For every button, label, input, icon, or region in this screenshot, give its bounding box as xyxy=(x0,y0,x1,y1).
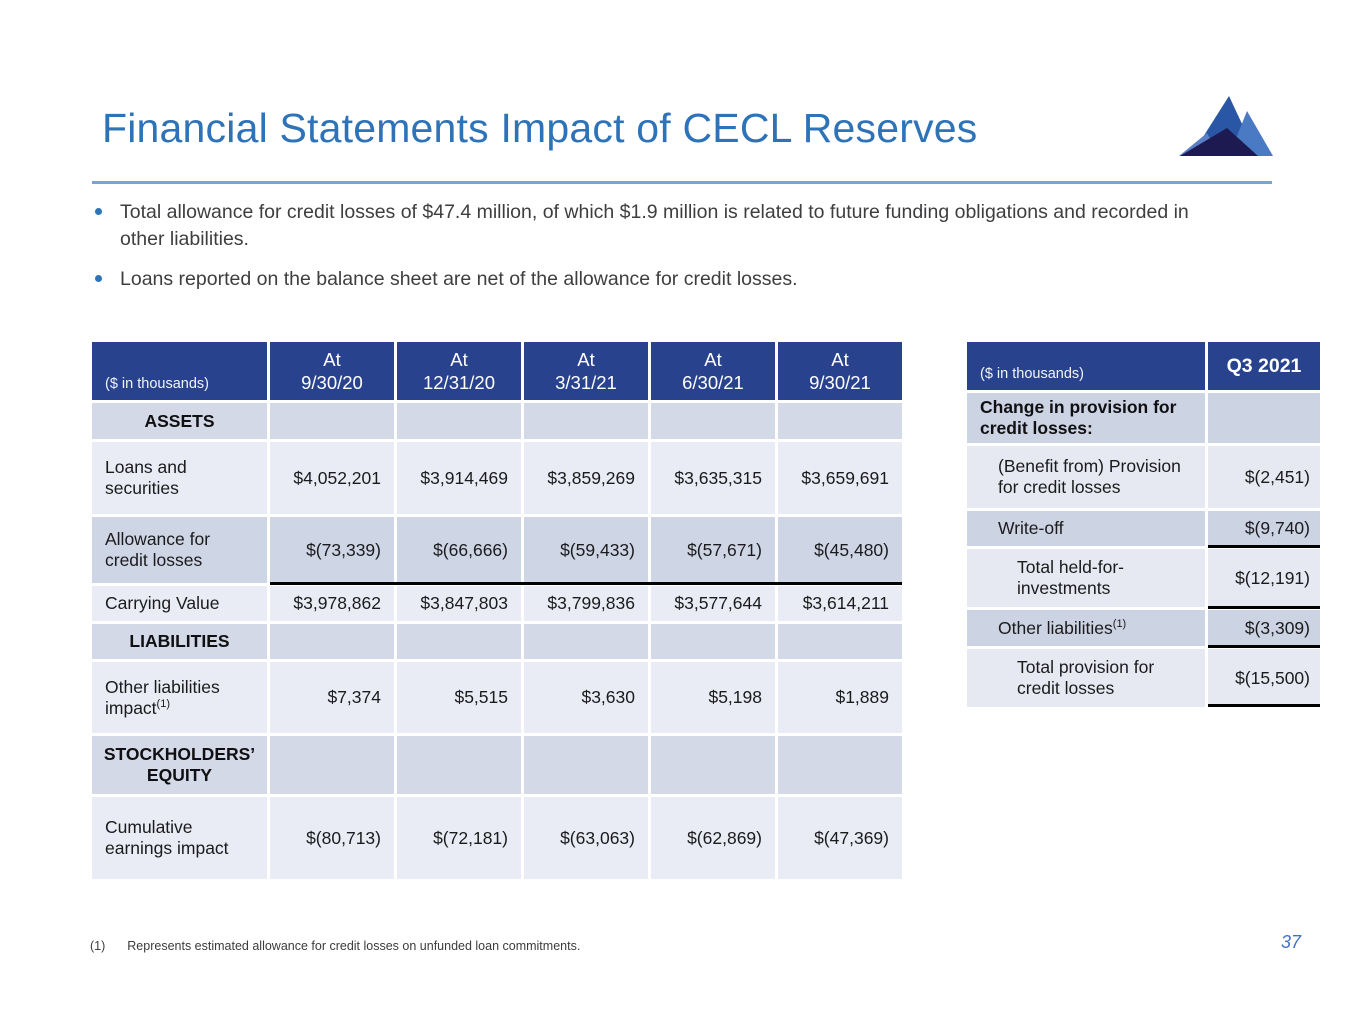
table-cell: $(47,369) xyxy=(778,797,902,879)
row-label-change-in-provision: Change in provision for credit losses: xyxy=(967,393,1205,443)
row-label-total-provision: Total provision for credit losses xyxy=(967,649,1205,707)
units-label: ($ in thousands) xyxy=(967,342,1205,390)
row-label-other-liabilities-impact xyxy=(92,662,267,733)
column-header-12-31-20 xyxy=(397,342,521,400)
table-cell: $3,859,269 xyxy=(524,442,648,514)
table-cell: $(72,181) xyxy=(397,797,521,879)
table-cell: $4,052,201 xyxy=(270,442,394,514)
title-underline xyxy=(92,181,1272,184)
table-cell: $(63,063) xyxy=(524,797,648,879)
column-header-line1: At xyxy=(323,349,341,370)
mountain-logo-icon xyxy=(1179,95,1274,157)
table-cell: $(59,433) xyxy=(524,517,648,583)
table-cell: $(12,191) xyxy=(1208,549,1320,607)
empty-cell xyxy=(397,403,521,439)
row-label-carrying-value: Carrying Value xyxy=(92,586,267,621)
balance-sheet-impact-table xyxy=(92,342,902,879)
subtotal-rule xyxy=(1208,606,1320,609)
bullet-text: Total allowance for credit losses of $47.4 million, of which $1.9 million is related to future funding obligations and recorded in other liabilities. xyxy=(120,201,1189,250)
table-cell: $3,635,315 xyxy=(651,442,775,514)
bullet-text: Loans reported on the balance sheet are net of the allowance for credit losses. xyxy=(120,268,798,290)
empty-cell xyxy=(1208,393,1320,443)
subtotal-rule xyxy=(270,582,902,585)
empty-cell xyxy=(524,736,648,794)
bullet-icon xyxy=(95,208,102,215)
table-cell: $(57,671) xyxy=(651,517,775,583)
column-header-9-30-20 xyxy=(270,342,394,400)
provision-change-table xyxy=(967,342,1320,707)
section-label-stockholders-equity: STOCKHOLDERS’ EQUITY xyxy=(92,736,267,794)
table-cell: $(73,339) xyxy=(270,517,394,583)
row-label-allowance: Allowance for credit losses xyxy=(92,517,267,583)
table-cell: $5,515 xyxy=(397,662,521,733)
table-cell: $(9,740) xyxy=(1208,511,1320,546)
empty-cell xyxy=(778,403,902,439)
footnote xyxy=(90,939,580,953)
empty-cell xyxy=(651,403,775,439)
table-cell: $(2,451) xyxy=(1208,446,1320,508)
table-cell: $3,630 xyxy=(524,662,648,733)
empty-cell xyxy=(524,403,648,439)
column-header-line2: 9/30/21 xyxy=(809,372,871,393)
table-cell: $1,889 xyxy=(778,662,902,733)
table-cell: $3,799,836 xyxy=(524,586,648,621)
column-header-line1: At xyxy=(831,349,849,370)
page-title: Financial Statements Impact of CECL Reserves xyxy=(102,105,978,151)
row-label-other-liabilities xyxy=(967,610,1205,646)
table-cell: $3,577,644 xyxy=(651,586,775,621)
row-label-benefit-provision: (Benefit from) Provision for credit losses xyxy=(967,446,1205,508)
footnote-marker: (1) xyxy=(90,939,106,953)
empty-cell xyxy=(778,624,902,659)
row-label-text: Other liabilities xyxy=(998,617,1113,638)
row-label-cumulative-earnings: Cumulative earnings impact xyxy=(92,797,267,879)
empty-cell xyxy=(270,403,394,439)
empty-cell xyxy=(524,624,648,659)
footnote-ref: (1) xyxy=(156,697,170,710)
table-cell: $(66,666) xyxy=(397,517,521,583)
column-header-line2: 9/30/20 xyxy=(301,372,363,393)
column-header-line2: 12/31/20 xyxy=(422,372,495,393)
empty-cell xyxy=(778,736,902,794)
table-cell: $3,659,691 xyxy=(778,442,902,514)
table-cell: $5,198 xyxy=(651,662,775,733)
column-header-line2: 3/31/21 xyxy=(555,372,617,393)
table-cell: $3,847,803 xyxy=(397,586,521,621)
bullet-list xyxy=(92,199,1217,306)
section-label-liabilities: LIABILITIES xyxy=(92,624,267,659)
total-rule xyxy=(1208,704,1320,707)
column-header-q3-2021: Q3 2021 xyxy=(1208,342,1320,390)
empty-cell xyxy=(397,624,521,659)
table-cell: $7,374 xyxy=(270,662,394,733)
empty-cell xyxy=(651,624,775,659)
table-cell: $3,914,469 xyxy=(397,442,521,514)
table-cell: $(80,713) xyxy=(270,797,394,879)
page-number: 37 xyxy=(1281,932,1302,952)
table-cell: $3,978,862 xyxy=(270,586,394,621)
column-header-line2: 6/30/21 xyxy=(682,372,744,393)
empty-cell xyxy=(270,624,394,659)
empty-cell xyxy=(270,736,394,794)
column-header-line1: At xyxy=(450,349,468,370)
row-label-total-held-for-investments: Total held-for-investments xyxy=(967,549,1205,607)
units-label: ($ in thousands) xyxy=(92,342,267,400)
table-cell: $3,614,211 xyxy=(778,586,902,621)
empty-cell xyxy=(651,736,775,794)
empty-cell xyxy=(397,736,521,794)
section-label-assets: ASSETS xyxy=(92,403,267,439)
bullet-icon xyxy=(95,275,102,282)
subtotal-rule xyxy=(1208,645,1320,648)
table-cell: $(45,480) xyxy=(778,517,902,583)
column-header-3-31-21 xyxy=(524,342,648,400)
row-label-write-off: Write-off xyxy=(967,511,1205,546)
table-cell: $(3,309) xyxy=(1208,610,1320,646)
row-label-text: Other liabilities impact xyxy=(105,676,220,718)
bullet-item xyxy=(92,266,1217,293)
column-header-line1: At xyxy=(704,349,722,370)
table-cell: $(15,500) xyxy=(1208,649,1320,707)
bullet-item xyxy=(92,199,1217,253)
column-header-6-30-21 xyxy=(651,342,775,400)
row-label-loans-securities: Loans and securities xyxy=(92,442,267,514)
subtotal-rule xyxy=(1208,545,1320,548)
footnote-text: Represents estimated allowance for credit losses on unfunded loan commitments. xyxy=(127,939,581,953)
footnote-ref: (1) xyxy=(1112,617,1127,630)
column-header-line1: At xyxy=(577,349,595,370)
table-cell: $(62,869) xyxy=(651,797,775,879)
column-header-9-30-21 xyxy=(778,342,902,400)
